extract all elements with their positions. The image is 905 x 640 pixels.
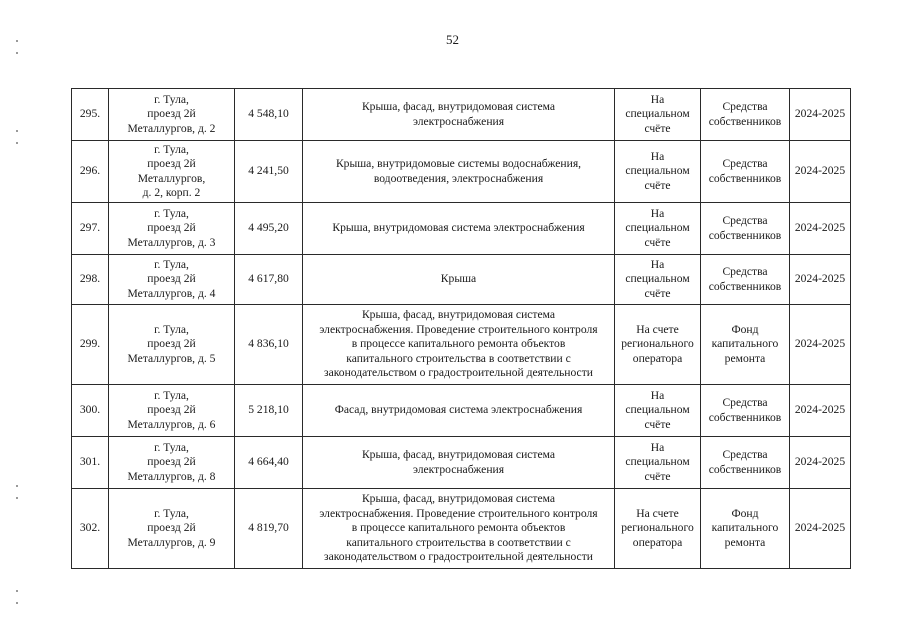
address-line: Металлургов, д. 3 — [127, 235, 216, 249]
account-cell — [615, 305, 701, 385]
account-line: На — [650, 388, 665, 402]
works-line: капитального строительства в соответствии с — [346, 351, 571, 365]
funding-source-cell — [701, 305, 790, 385]
works-cell — [303, 385, 615, 437]
account-line: оператора — [632, 535, 683, 549]
table-row — [72, 305, 851, 385]
address-line: Металлургов, д. 8 — [127, 469, 216, 483]
funding-source-line: собственников — [708, 410, 782, 424]
funding-source-cell — [701, 203, 790, 255]
works-cell — [303, 437, 615, 489]
address-cell — [109, 489, 235, 569]
funding-source-line: собственников — [708, 228, 782, 242]
funding-source-line: Средства — [722, 157, 768, 171]
area-cell: 5 218,10 — [235, 385, 303, 437]
address-line: проезд 2й — [147, 221, 196, 235]
account-cell — [615, 203, 701, 255]
address-line: г. Тула, — [154, 143, 189, 157]
table-body — [72, 89, 851, 569]
account-cell — [615, 255, 701, 305]
works-line: электроснабжения. Проведение строительного контроля — [319, 506, 598, 520]
table-row — [72, 255, 851, 305]
funding-source-line: Средства — [722, 265, 768, 279]
account-line: На счете — [636, 322, 679, 336]
period-cell: 2024-2025 — [790, 141, 851, 203]
row-number-cell: 299. — [72, 305, 109, 385]
funding-source-line: собственников — [708, 114, 782, 128]
address-line: г. Тула, — [154, 258, 189, 272]
account-line: регионального — [621, 521, 694, 535]
address-line: проезд 2й — [147, 157, 196, 171]
works-line: Крыша, внутридомовая система электроснабжения — [332, 221, 585, 235]
table-row — [72, 385, 851, 437]
period-cell: 2024-2025 — [790, 489, 851, 569]
address-line: проезд 2й — [147, 272, 196, 286]
funding-source-line: Средства — [722, 396, 768, 410]
account-line: специальном — [625, 107, 690, 121]
address-cell — [109, 141, 235, 203]
address-line: Металлургов, д. 6 — [127, 417, 216, 431]
funding-source-cell — [701, 489, 790, 569]
row-number-cell: 295. — [72, 89, 109, 141]
area-cell: 4 548,10 — [235, 89, 303, 141]
account-cell — [615, 89, 701, 141]
address-cell — [109, 437, 235, 489]
account-line: специальном — [625, 403, 690, 417]
row-number-cell: 296. — [72, 141, 109, 203]
account-cell — [615, 437, 701, 489]
address-line: проезд 2й — [147, 403, 196, 417]
address-line: проезд 2й — [147, 455, 196, 469]
works-line: Крыша — [440, 272, 477, 286]
works-line: электроснабжения — [412, 114, 505, 128]
account-line: оператора — [632, 351, 683, 365]
area-cell: 4 836,10 — [235, 305, 303, 385]
period-cell: 2024-2025 — [790, 255, 851, 305]
account-cell — [615, 385, 701, 437]
address-line: Металлургов, д. 4 — [127, 286, 216, 300]
account-line: счёте — [644, 469, 671, 483]
account-cell — [615, 141, 701, 203]
period-cell: 2024-2025 — [790, 385, 851, 437]
works-line: Крыша, фасад, внутридомовая система — [361, 100, 556, 114]
repair-registry-table — [71, 88, 851, 569]
works-line: в процессе капитального ремонта объектов — [351, 337, 566, 351]
works-cell — [303, 305, 615, 385]
works-line: в процессе капитального ремонта объектов — [351, 521, 566, 535]
works-line: Крыша, фасад, внутридомовая система — [361, 448, 556, 462]
area-cell: 4 664,40 — [235, 437, 303, 489]
funding-source-cell — [701, 385, 790, 437]
account-line: специальном — [625, 455, 690, 469]
funding-source-line: Средства — [722, 214, 768, 228]
account-line: специальном — [625, 164, 690, 178]
account-line: счёте — [644, 121, 671, 135]
funding-source-cell — [701, 255, 790, 305]
area-cell: 4 617,80 — [235, 255, 303, 305]
address-line: Металлургов, — [137, 171, 206, 185]
works-line: законодательством о градостроительной деятельности — [324, 550, 593, 564]
address-cell — [109, 89, 235, 141]
works-line: Фасад, внутридомовая система электроснабжения — [334, 403, 583, 417]
works-cell — [303, 89, 615, 141]
address-cell — [109, 203, 235, 255]
funding-source-line: Фонд — [731, 322, 759, 336]
works-line: капитального строительства в соответствии с — [346, 535, 571, 549]
account-line: счёте — [644, 417, 671, 431]
works-line: Крыша, фасад, внутридомовая система — [361, 308, 556, 322]
address-line: г. Тула, — [154, 389, 189, 403]
address-line: проезд 2й — [147, 521, 196, 535]
account-line: На — [650, 206, 665, 220]
works-line: законодательством о градостроительной деятельности — [324, 366, 593, 380]
funding-source-line: Фонд — [731, 506, 759, 520]
account-line: На — [650, 257, 665, 271]
page-number: 52 — [446, 32, 459, 47]
address-line: г. Тула, — [154, 93, 189, 107]
account-line: На счете — [636, 506, 679, 520]
table-row — [72, 489, 851, 569]
funding-source-line: собственников — [708, 171, 782, 185]
address-line: проезд 2й — [147, 337, 196, 351]
account-line: На — [650, 92, 665, 106]
works-cell — [303, 203, 615, 255]
funding-source-line: Средства — [722, 448, 768, 462]
period-cell: 2024-2025 — [790, 89, 851, 141]
account-line: счёте — [644, 235, 671, 249]
funding-source-cell — [701, 141, 790, 203]
works-line: электроснабжения. Проведение строительного контроля — [319, 322, 598, 336]
funding-source-cell — [701, 437, 790, 489]
address-line: д. 2, корп. 2 — [142, 185, 201, 199]
account-line: счёте — [644, 178, 671, 192]
address-cell — [109, 255, 235, 305]
address-cell — [109, 385, 235, 437]
period-cell: 2024-2025 — [790, 305, 851, 385]
account-line: На — [650, 149, 665, 163]
funding-source-line: собственников — [708, 462, 782, 476]
address-line: Металлургов, д. 2 — [127, 121, 216, 135]
funding-source-line: собственников — [708, 279, 782, 293]
funding-source-line: Средства — [722, 100, 768, 114]
table-row — [72, 89, 851, 141]
address-cell — [109, 305, 235, 385]
account-line: На — [650, 440, 665, 454]
area-cell: 4 241,50 — [235, 141, 303, 203]
works-line: Крыша, внутридомовые системы водоснабжения, — [335, 157, 582, 171]
works-line: электроснабжения — [412, 462, 505, 476]
table-row — [72, 203, 851, 255]
account-line: специальном — [625, 272, 690, 286]
period-cell: 2024-2025 — [790, 203, 851, 255]
address-line: г. Тула, — [154, 323, 189, 337]
scan-margin-marks — [16, 30, 19, 630]
works-line: Крыша, фасад, внутридомовая система — [361, 492, 556, 506]
address-line: проезд 2й — [147, 107, 196, 121]
area-cell: 4 495,20 — [235, 203, 303, 255]
account-line: счёте — [644, 286, 671, 300]
address-line: Металлургов, д. 5 — [127, 351, 216, 365]
period-cell: 2024-2025 — [790, 437, 851, 489]
funding-source-cell — [701, 89, 790, 141]
address-line: г. Тула, — [154, 441, 189, 455]
row-number-cell: 302. — [72, 489, 109, 569]
account-line: специальном — [625, 221, 690, 235]
funding-source-line: ремонта — [724, 535, 766, 549]
account-cell — [615, 489, 701, 569]
address-line: г. Тула, — [154, 507, 189, 521]
row-number-cell: 298. — [72, 255, 109, 305]
table-row — [72, 141, 851, 203]
area-cell: 4 819,70 — [235, 489, 303, 569]
row-number-cell: 301. — [72, 437, 109, 489]
address-line: Металлургов, д. 9 — [127, 535, 216, 549]
address-line: г. Тула, — [154, 207, 189, 221]
works-cell — [303, 255, 615, 305]
table-row — [72, 437, 851, 489]
row-number-cell: 300. — [72, 385, 109, 437]
works-cell — [303, 141, 615, 203]
funding-source-line: ремонта — [724, 351, 766, 365]
funding-source-line: капитального — [711, 337, 779, 351]
account-line: регионального — [621, 337, 694, 351]
works-line: водоотведения, электроснабжения — [373, 171, 544, 185]
works-cell — [303, 489, 615, 569]
row-number-cell: 297. — [72, 203, 109, 255]
funding-source-line: капитального — [711, 521, 779, 535]
